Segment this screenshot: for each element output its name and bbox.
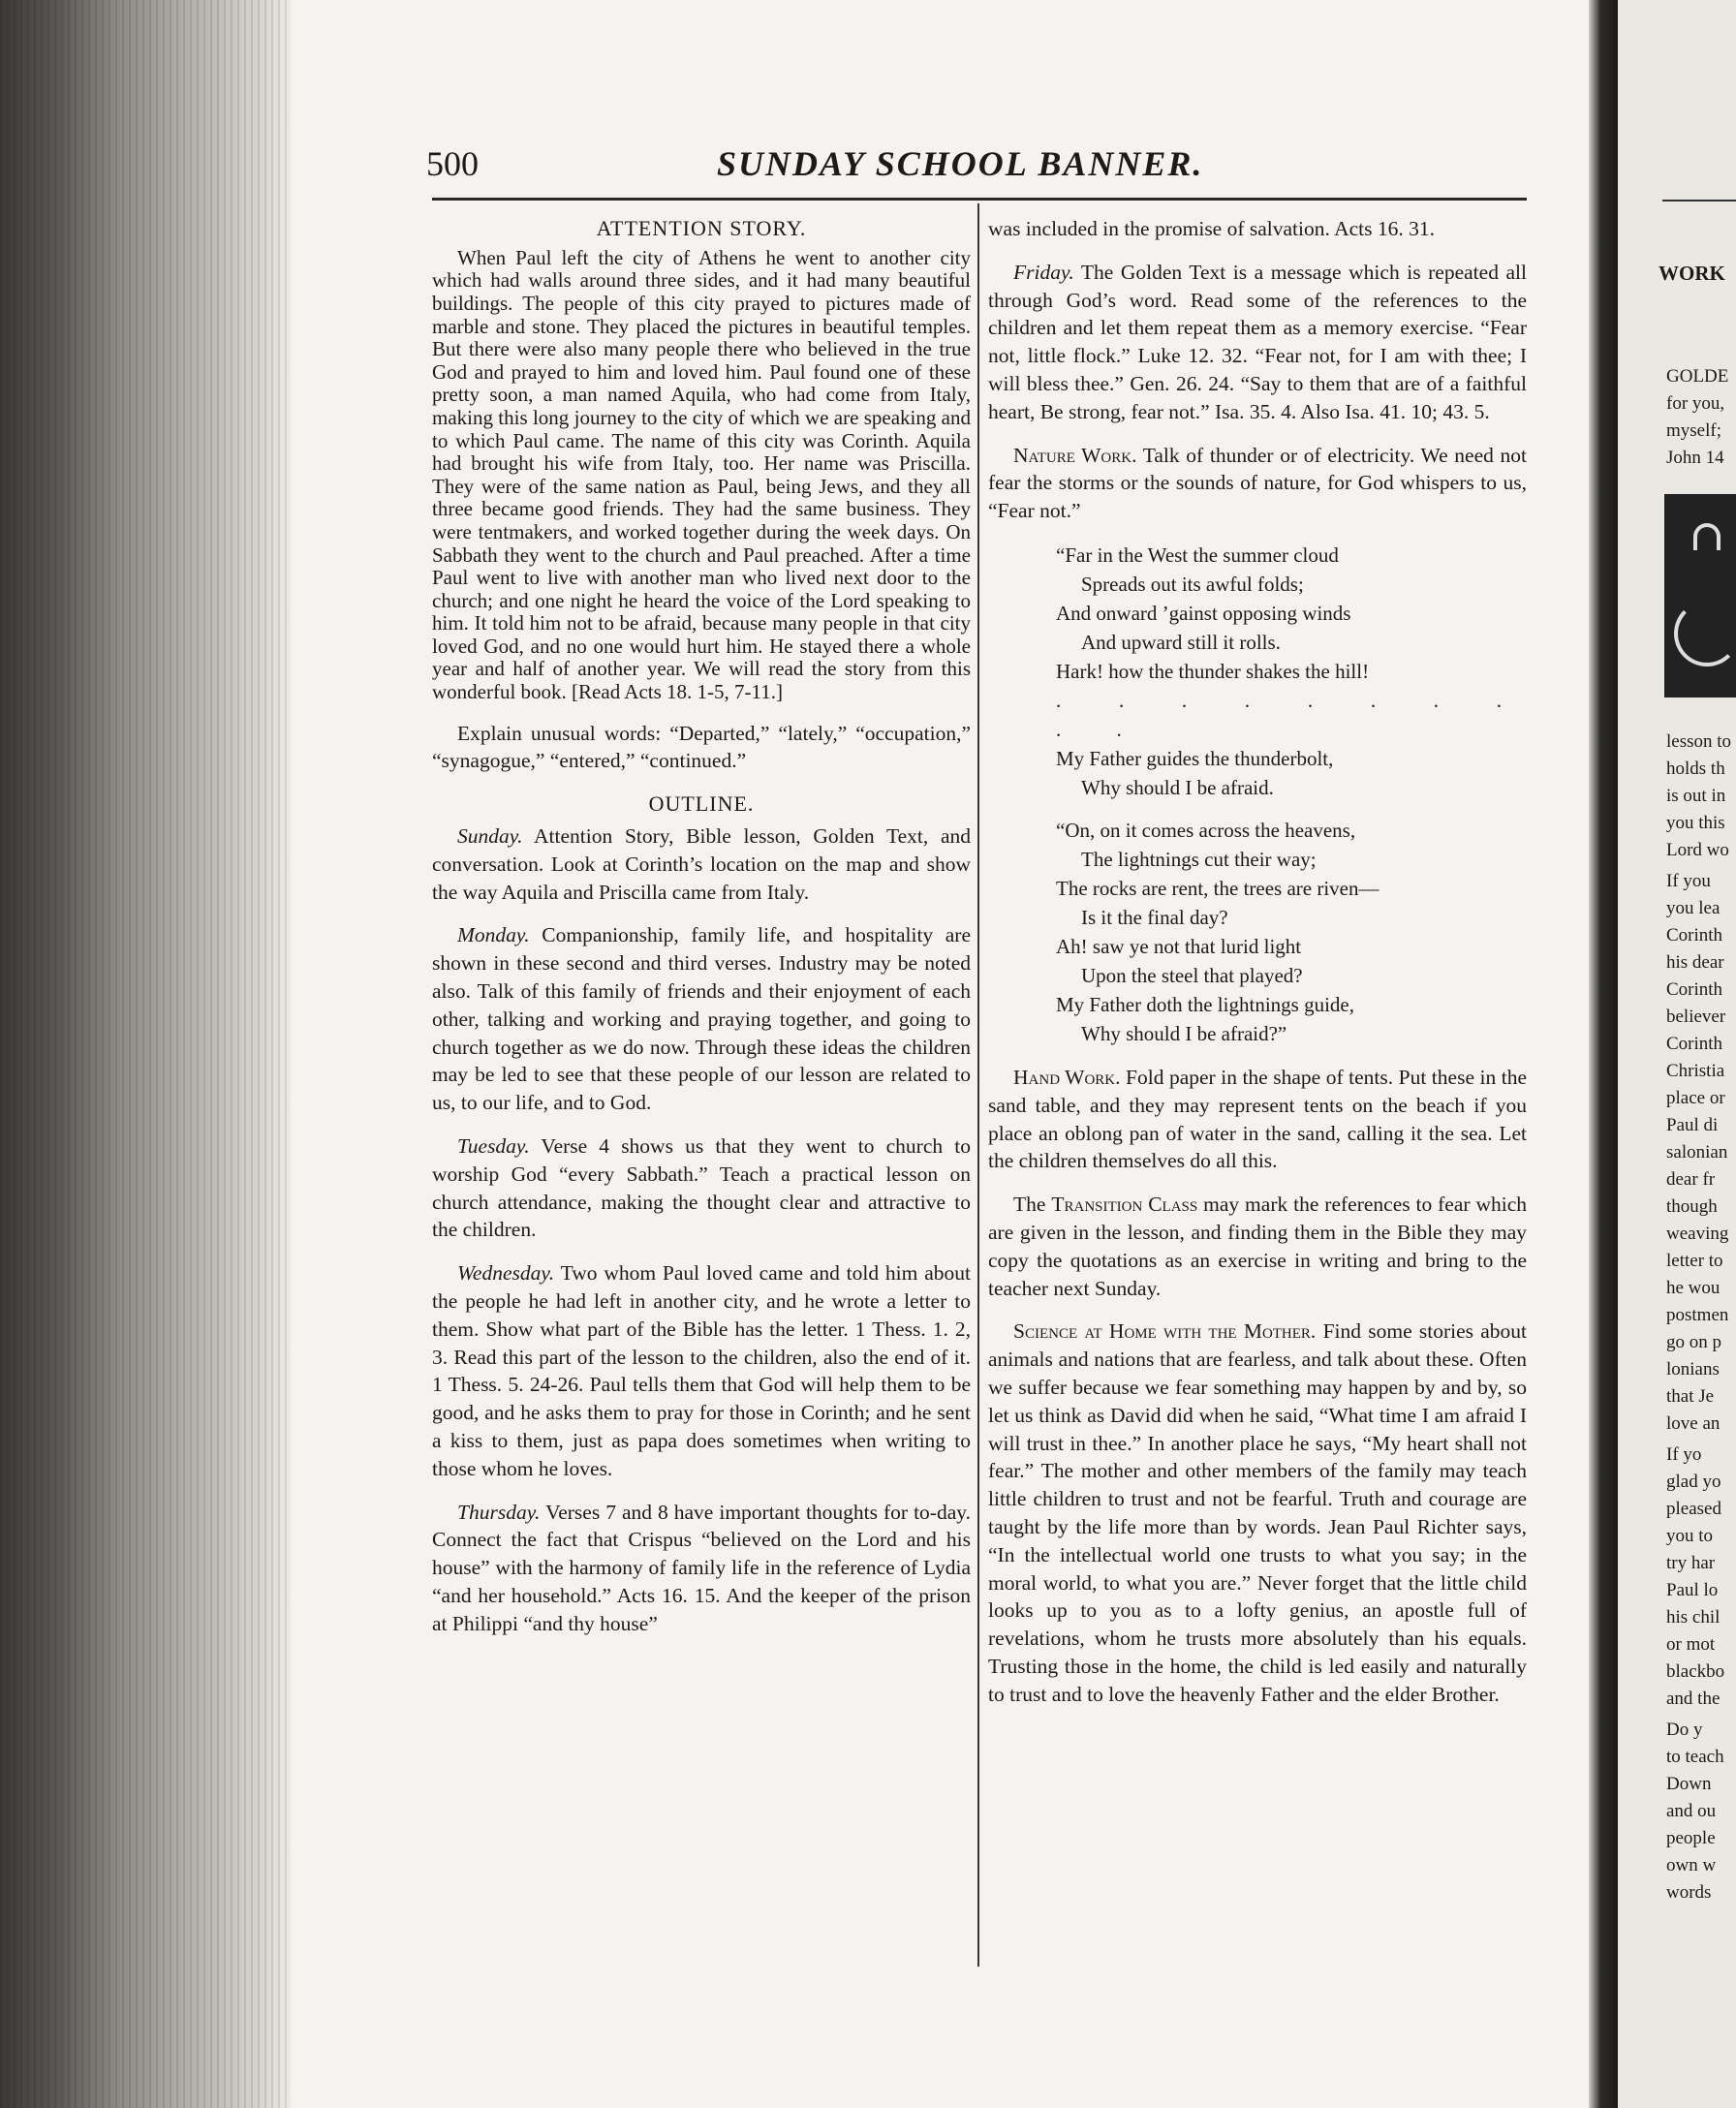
monday-text: Companionship, family life, and hospitality are shown in these second and third verses. Industry may be noted also. Talk of this family of friends and their enjoyment of each other, talking and working and praying together, and going to church together as we do now. Through these ideas the children may be led to see that these people of our lesson are related to us, to our life, and to God.	[432, 923, 972, 1115]
transition-pre: The	[1013, 1193, 1046, 1217]
next-page-fragment: lesson to	[1666, 731, 1732, 752]
next-page-fragment: believer	[1666, 1007, 1726, 1027]
next-page-fragment: lonians	[1666, 1359, 1720, 1380]
nature-work-label: Nature Work.	[1013, 443, 1137, 467]
next-page-fragment: own w	[1666, 1855, 1717, 1876]
next-page-fragment: pleased	[1666, 1499, 1721, 1519]
next-page-fragment: you this	[1666, 813, 1725, 833]
next-page-header-rule	[1662, 200, 1736, 202]
next-page-fragment: letter to	[1666, 1251, 1723, 1271]
thursday-label: Thursday.	[457, 1500, 541, 1524]
illustration-hook-shape	[1693, 523, 1720, 550]
hand-work-paragraph	[988, 1064, 1527, 1175]
transition-class-paragraph	[988, 1191, 1527, 1302]
left-column	[432, 215, 971, 1654]
poem-line: My Father doth the lightnings guide,	[1056, 992, 1354, 1016]
right-column	[988, 215, 1527, 1724]
next-page-fragment: and the	[1666, 1689, 1720, 1709]
poem-line: Is it the final day?	[1081, 905, 1228, 929]
poem-line: My Father guides the thunderbolt,	[1056, 746, 1334, 770]
poem	[1056, 541, 1527, 1048]
poem-line: The lightnings cut their way;	[1081, 847, 1317, 871]
next-page-illustration	[1664, 494, 1736, 698]
monday-paragraph	[432, 921, 971, 1117]
stanza-gap	[1056, 802, 1527, 816]
tuesday-label: Tuesday.	[457, 1134, 530, 1159]
monday-label: Monday.	[457, 923, 530, 947]
next-page-fragment: for you,	[1666, 393, 1725, 414]
column-divider	[977, 203, 979, 1967]
poem-line: Why should I be afraid.	[1081, 775, 1274, 799]
next-page-fragment: holds th	[1666, 759, 1725, 779]
page-header	[426, 143, 1527, 190]
friday-label: Friday.	[1013, 260, 1074, 284]
poem-line: Upon the steel that played?	[1081, 963, 1303, 987]
next-page-fragment: WORK	[1658, 262, 1725, 285]
next-page-fragment: people	[1666, 1828, 1716, 1848]
wednesday-label: Wednesday.	[457, 1261, 555, 1286]
next-page-fragment: to teach	[1666, 1747, 1724, 1767]
poem-line: “Far in the West the summer cloud	[1056, 542, 1339, 567]
next-page-fragment: though	[1666, 1196, 1718, 1217]
next-page-fragment: Down	[1666, 1774, 1712, 1794]
next-page-edge	[1618, 0, 1736, 2108]
next-page-fragment: Corinth	[1666, 925, 1723, 946]
page-edges	[0, 0, 291, 2108]
science-paragraph	[988, 1318, 1527, 1708]
story-title: ATTENTION STORY.	[596, 216, 807, 240]
poem-line: Hark! how the thunder shakes the hill!	[1056, 659, 1370, 683]
illustration-arc-shape	[1674, 601, 1736, 666]
sunday-label: Sunday.	[457, 824, 523, 849]
continued-paragraph: was included in the promise of salvation. Acts 16. 31.	[988, 217, 1435, 240]
tuesday-text: Verse 4 shows us that they went to church to worship God “every Sabbath.” Teach a practical lesson on church attendance, making the thought clear and attractive to the children.	[432, 1134, 971, 1242]
next-page-fragment: glad yo	[1666, 1472, 1721, 1492]
poem-line: The rocks are rent, the trees are riven—	[1056, 876, 1380, 900]
next-page-fragment: Do y	[1666, 1720, 1703, 1740]
next-page-fragment: go on p	[1666, 1332, 1721, 1352]
next-page-fragment: If yo	[1666, 1444, 1702, 1465]
next-page-fragment: and ou	[1666, 1801, 1717, 1821]
story-paragraph: When Paul left the city of Athens he went to another city which had walls around three sides, and it had many beautiful buildings. The people of this city prayed to pictures made of marble and stone. They placed the pictures in beautiful temples. But there were also many people there who believed in the true God and prayed to him and loved him. Paul found one of these pretty soon, a man named Aquila, who had come from Italy, making this long journey to the city of which we are speaking and to which Paul came. The name of this city was Corinth. Aquila had brought his wife from Italy, too. Her name was Priscilla. They were of the same nation as Paul, being Jews, and they all three became good friends. They had the same business. They were tentmakers, and worked together during the week days. On Sabbath they went to the church and Paul preached. After a time Paul went to live with another man who lived next door to the church; and one night he heard the voice of the Lord speaking to him. It told him not to be afraid, because many people in that city loved God, and no one would hurt him. He stayed there a whole year and half of another year. We will read the story from this wonderful book. [Read Acts 18. 1-5, 7-11.]	[432, 245, 971, 704]
poem-line: And onward ’gainst opposing winds	[1056, 601, 1351, 625]
hand-work-label: Hand Work.	[1013, 1065, 1121, 1089]
next-page-fragment: salonian	[1666, 1142, 1728, 1162]
sunday-text: Attention Story, Bible lesson, Golden Text, and conversation. Look at Corinth’s location on the map and show the way Aquila and Priscilla came from Italy.	[432, 824, 971, 904]
next-page-fragment: If you	[1666, 871, 1711, 891]
next-page-fragment: Corinth	[1666, 1034, 1723, 1054]
next-page-fragment: blackbo	[1666, 1661, 1725, 1682]
poem-line: Spreads out its awful folds;	[1081, 572, 1304, 596]
next-page-fragment: dear fr	[1666, 1169, 1716, 1190]
wednesday-paragraph	[432, 1259, 971, 1482]
next-page-fragment: Corinth	[1666, 979, 1723, 1000]
next-page-fragment: you to	[1666, 1526, 1714, 1546]
next-page-fragment: try har	[1666, 1553, 1716, 1573]
next-page-fragment: is out in	[1666, 786, 1726, 806]
next-page-fragment: postmen	[1666, 1305, 1729, 1325]
poem-line: And upward still it rolls.	[1081, 630, 1281, 654]
running-title: SUNDAY SCHOOL BANNER.	[717, 144, 1204, 183]
sunday-paragraph	[432, 822, 971, 906]
next-page-fragment: his chil	[1666, 1607, 1720, 1628]
next-page-fragment: or mot	[1666, 1634, 1716, 1655]
nature-work-text: Talk of thunder or of electricity. We need not fear the storms or the sounds of nature, for God whispers to us, “Fear not.”	[988, 443, 1528, 523]
wednesday-text: Two whom Paul loved came and told him about the people he had left in another city, and he wrote a letter to them. Show what part of the Bible has the letter. 1 Thess. 1. 2, 3. Read this part of the lesson to the children, also the end of it. 1 Thess. 5. 24-26. Paul tells them that God will help them to be good, and he asks them to pray for those in Corinth; and he sent a kiss to them, just as papa does sometimes when writing to those whom he loves.	[432, 1261, 971, 1480]
thursday-text: Verses 7 and 8 have important thoughts for to-day. Connect the fact that Crispus “believed on the Lord and his house” with the harmony of family life in the reference of Lydia “and her household.” Acts 16. 15. And the keeper of the prison at Philippi “and thy house”	[432, 1500, 971, 1635]
tuesday-paragraph	[432, 1132, 971, 1244]
next-page-fragment: weaving	[1666, 1224, 1729, 1244]
poem-line: Why should I be afraid?”	[1081, 1021, 1287, 1045]
next-page-fragment: myself;	[1666, 420, 1721, 441]
next-page-fragment: you lea	[1666, 898, 1720, 918]
transition-class-text: may mark the references to fear which are given in the lesson, and finding them in the Bible they may copy the quotations as an exercise in writing and bring to the teacher next Sunday.	[988, 1193, 1527, 1300]
next-page-fragment: John 14	[1666, 448, 1724, 468]
page-number: 500	[426, 144, 479, 183]
book-gutter	[1589, 0, 1618, 2108]
next-page-fragment: that Je	[1666, 1386, 1715, 1407]
next-page-fragment: words	[1666, 1882, 1712, 1903]
friday-text: The Golden Text is a message which is repeated all through God’s word. Read some of the references to the children and let them repeat them as a memory exercise. “Fear not, little flock.” Luke 12. 32. “Fear not, for I am with thee; I will bless thee.” Gen. 26. 24. “Say to them that are of a faithful heart, Be strong, fear not.” Isa. 35. 4. Also Isa. 41. 10; 43. 5.	[988, 260, 1527, 423]
next-page-fragment: Paul di	[1666, 1115, 1719, 1135]
transition-class-label: Transition Class	[1051, 1193, 1198, 1217]
thursday-paragraph	[432, 1499, 971, 1638]
friday-paragraph	[988, 259, 1527, 426]
next-page-fragment: Lord wo	[1666, 840, 1729, 860]
next-page-fragment: he wou	[1666, 1278, 1720, 1298]
explain-paragraph: Explain unusual words: “Departed,” “lately,” “occupation,” “synagogue,” “entered,” “continued.”	[432, 721, 971, 773]
next-page-fragment: Christia	[1666, 1061, 1725, 1081]
next-page-fragment: his dear	[1666, 952, 1724, 973]
header-rule	[432, 198, 1527, 201]
next-page-fragment: love an	[1666, 1413, 1720, 1434]
next-page-fragment: place or	[1666, 1088, 1725, 1108]
science-label: Science at Home with the Mother.	[1013, 1319, 1317, 1344]
hand-work-text: Fold paper in the shape of tents. Put these in the sand table, and they may represent tents on the beach if you place an oblong pan of water in the sand, calling it the sea. Let the children themselves do all this.	[988, 1065, 1528, 1173]
nature-work-paragraph	[988, 442, 1527, 525]
science-text: Find some stories about animals and nations that are fearless, and talk about these. Often we suffer because we fear something may happen by and by, so let us think as David did when he said, “What time I am afraid I will trust in thee.” In another place he says, “My heart shall not fear.” The mother and other members of the family may teach little children to trust and not be fearful. Truth and courage are taught by the life more than by words. Jean Paul Richter says, “In the intellectual world one trusts to what you say; in the moral world, to what you are.” Never forget that the little child looks up to you as to a lofty genius, an apostle full of revelations, whom he trusts more absolutely than his equals. Trusting those in the home, the child is led easily and naturally to trust and to love the heavenly Father and the elder Brother.	[988, 1319, 1527, 1706]
poem-ellipsis: . . . . . . . . . .	[1056, 688, 1527, 741]
next-page-fragment: GOLDE	[1666, 366, 1729, 387]
outline-title: OUTLINE.	[648, 791, 755, 817]
poem-line: Ah! saw ye not that lurid light	[1056, 934, 1302, 958]
next-page-fragment: Paul lo	[1666, 1580, 1719, 1600]
poem-line: “On, on it comes across the heavens,	[1056, 818, 1356, 842]
